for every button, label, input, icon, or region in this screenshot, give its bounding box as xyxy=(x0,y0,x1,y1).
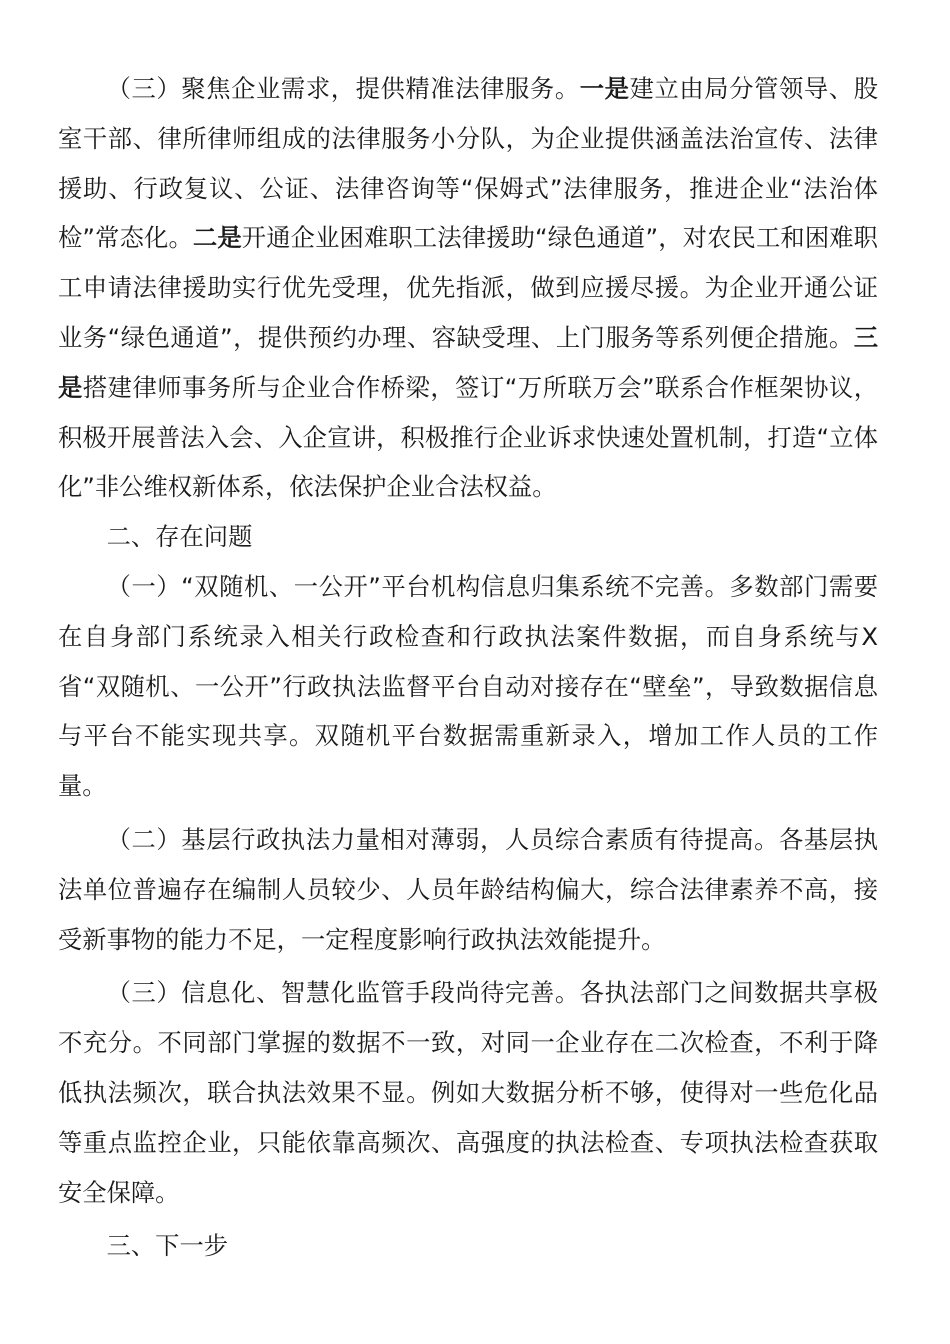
section-3-3-text-3: 搭建律师事务所与企业合作桥梁，签订“万所联万会”联系合作框架协议，积极开展普法入会、入企宣讲，积极推行企业诉求快速处置机制，打造“立体化”非公维权新体系，依法保护企业合法权益。 xyxy=(58,372,879,502)
paragraph-problem-1: （一）“双随机、一公开”平台机构信息归集系统不完善。多数部门需要在自身部门系统录入相关行政检查和行政执法案件数据，而自身系统与X省“双随机、一公开”行政执法监督平台自动对接存在“壁垒”，导致数据信息与平台不能实现共享。双随机平台数据需重新录入，增加工作人员的工作量。 xyxy=(58,571,878,801)
section-3-3-text-2: 开通企业困难职工法律援助“绿色通道”，对农民工和困难职工申请法律援助实行优先受理，优先指派，做到应援尽援。为企业开通公证业务“绿色通道”，提供预约办理、容缺受理、上门服务等系列便企措施。 xyxy=(58,223,878,352)
paragraph-problem-3: （三）信息化、智慧化监管手段尚待完善。各执法部门之间数据共享极不充分。不同部门掌握的数据不一致，对同一企业存在二次检查，不利于降低执法频次，联合执法效果不显。例如大数据分析不够，使得对一些危化品等重点监控企业，只能依靠高频次、高强度的执法检查、专项执法检查获取安全保障。 xyxy=(58,978,878,1207)
paragraph-section-3-3 xyxy=(58,64,878,512)
paragraph-problem-2: （二）基层行政执法力量相对薄弱，人员综合素质有待提高。各基层执法单位普遍存在编制人员较少、人员年龄结构偏大，综合法律素养不高，接受新事物的能力不足，一定程度影响行政执法效能提升。 xyxy=(58,824,878,954)
section-3-3-text-1: 建立由局分管领导、股室干部、律所律师组成的法律服务小分队，为企业提供涵盖法治宣传、法律援助、行政复议、公证、法律咨询等“保姆式”法律服务，推进企业“法治体检”常态化。 xyxy=(58,74,879,253)
lead-second: 二是 xyxy=(192,223,242,253)
section-3-3-title: （三）聚焦企业需求，提供精准法律服务。 xyxy=(106,74,580,103)
heading-next-steps: 三、下一步 xyxy=(106,1231,229,1261)
heading-existing-problems: 二、存在问题 xyxy=(106,522,253,552)
lead-third: 三是 xyxy=(58,322,878,402)
lead-first: 一是 xyxy=(579,74,630,103)
document-page xyxy=(58,64,878,1271)
